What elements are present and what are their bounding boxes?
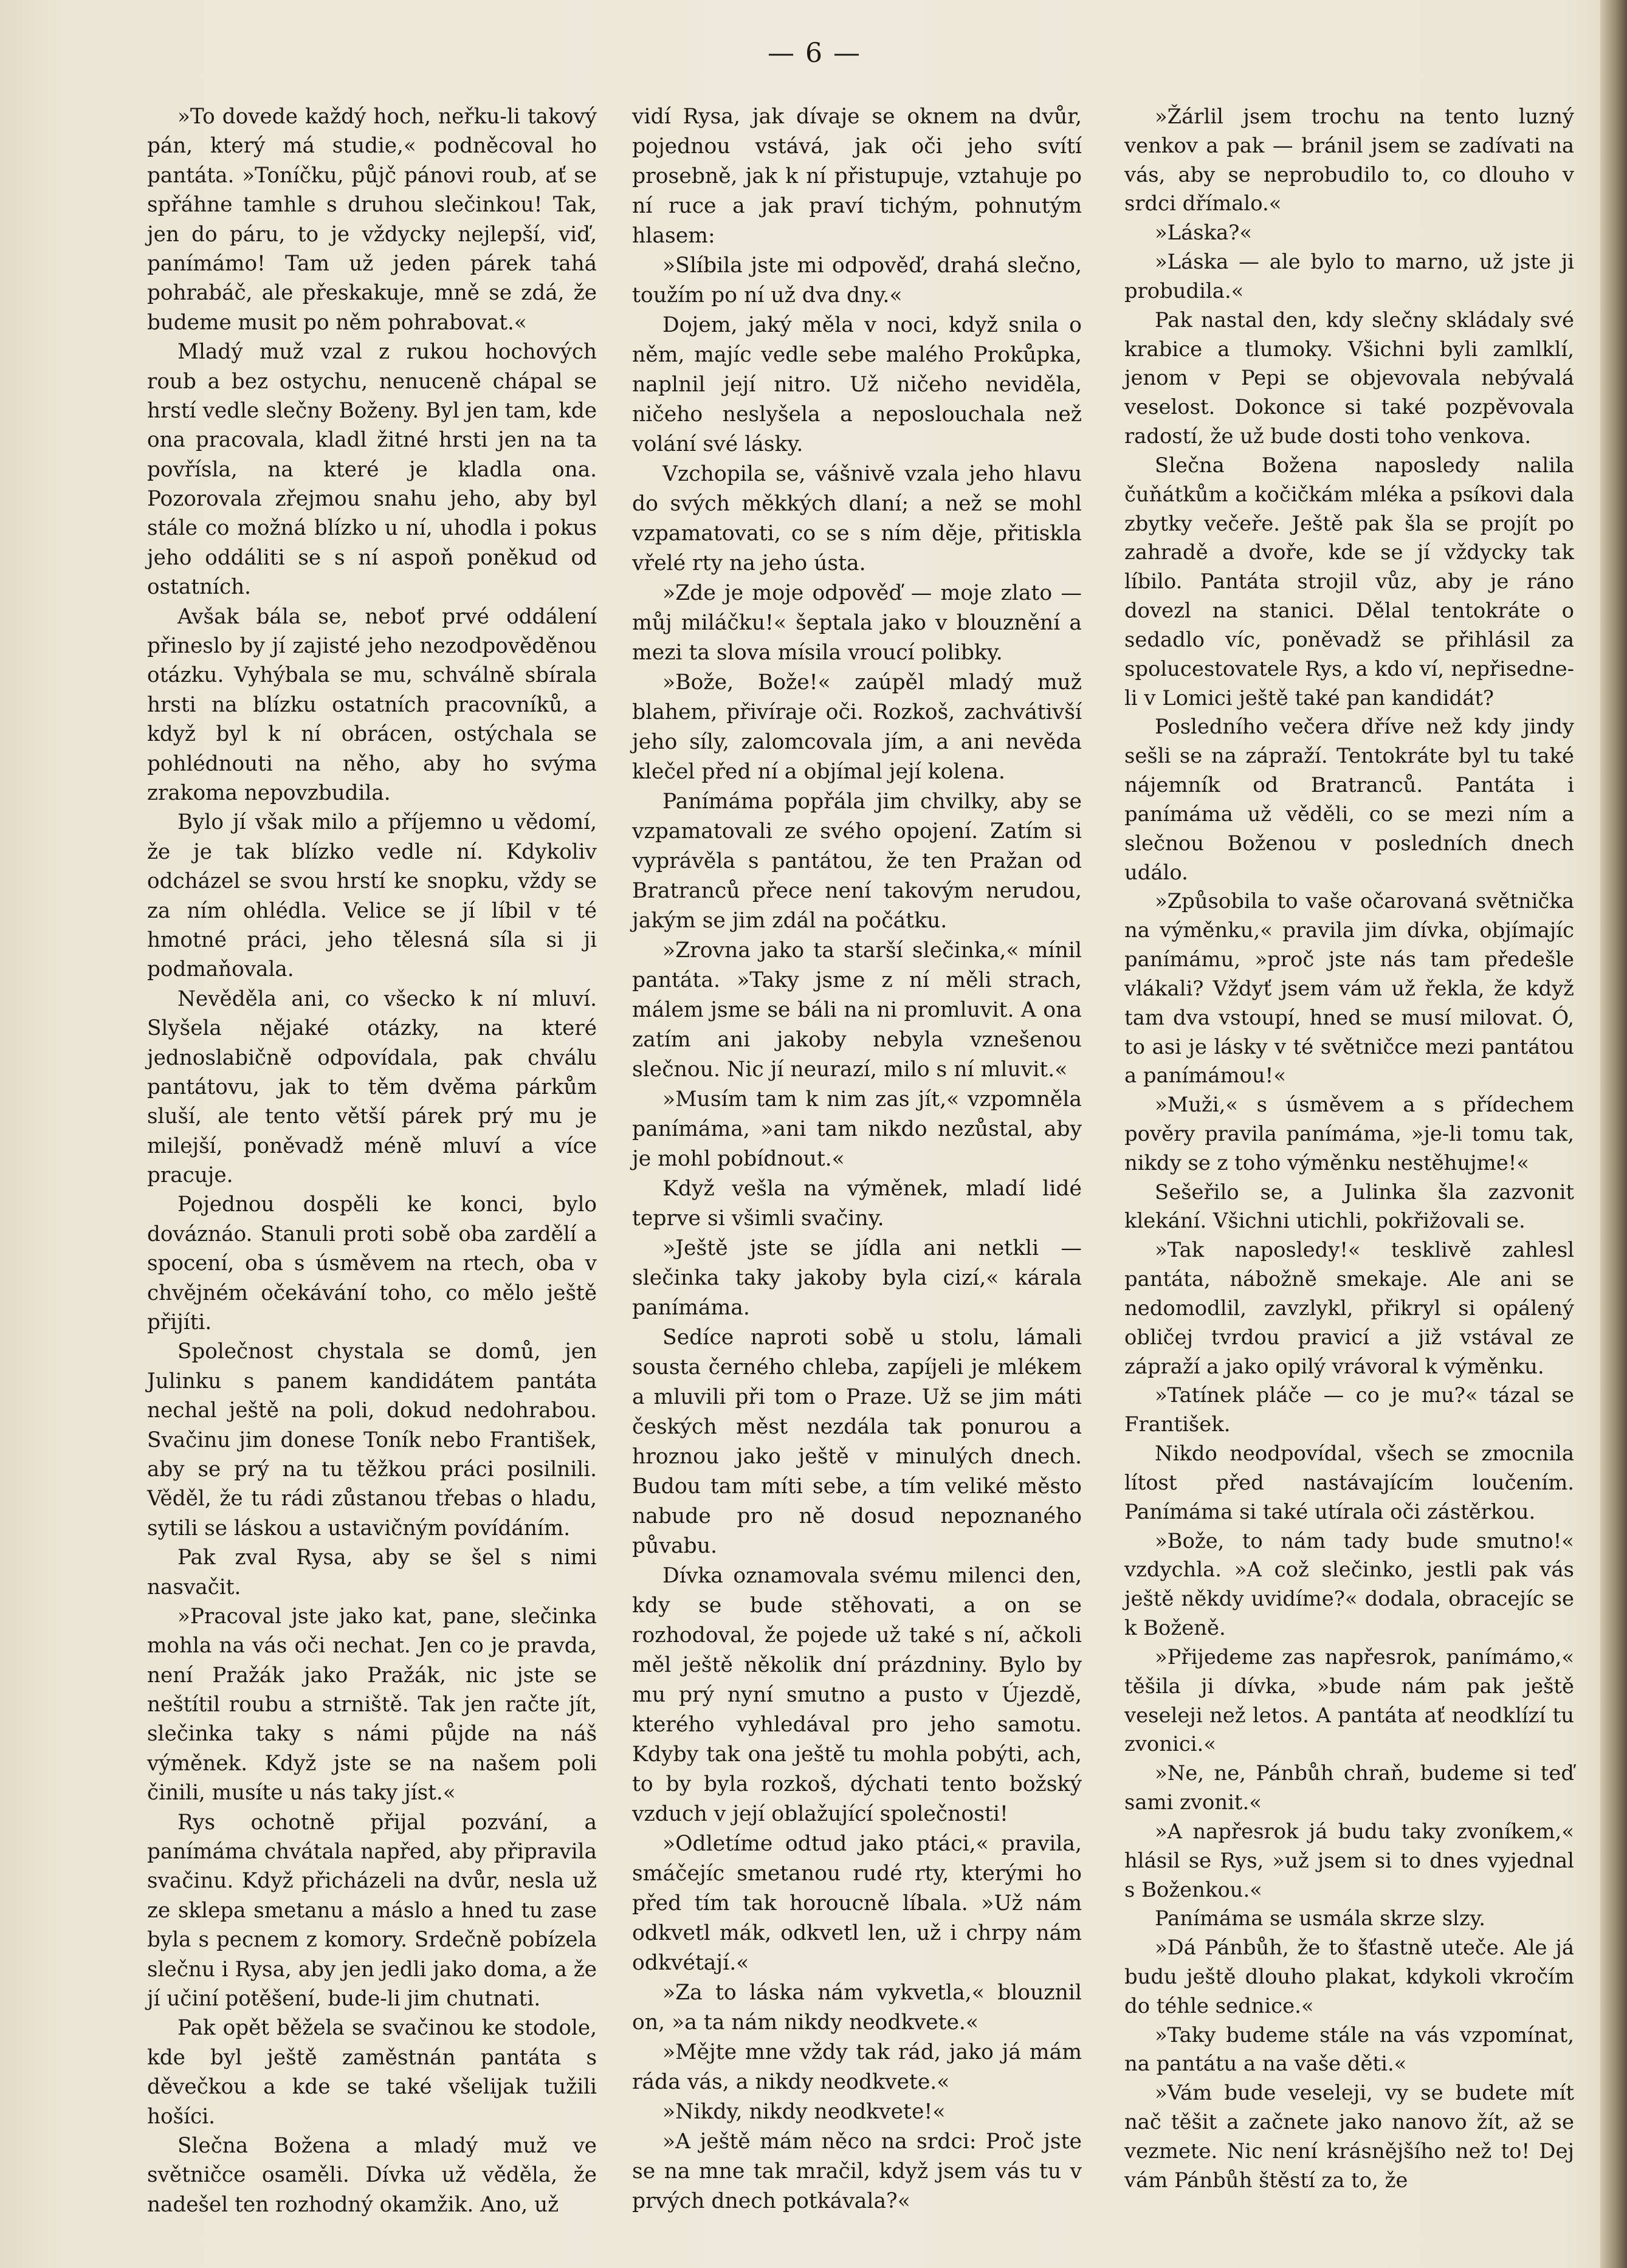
paragraph: »Ještě jste se jídla ani netkli — slečinka taky jakoby byla cizí,« kárala panímáma. <box>632 1236 1082 1320</box>
paragraph: Pojednou dospěli ke konci, bylo dováznáo. Stanuli proti sobě oba zardělí a spocení, oba s úsměvem na rtech, oba v chvějném očekávání toho, co mělo ještě přijíti. <box>147 1192 597 1335</box>
paragraph: Mladý muž vzal z rukou hochových roub a bez ostychu, nenuceně chápal se hrstí vedle slečny Boženy. Byl jen tam, kde ona pracovala, kladl žitné hrsti jen na ta povřísla, na které je kladla ona. Pozorovala zřejmou snahu jeho, aby byl stále co možná blízko u ní, uhodla i pokus jeho oddáliti se s ní aspoň poněkud od ostatních. <box>147 340 597 600</box>
paragraph: Nevěděla ani, co všecko k ní mluví. Slyšela nějaké otázky, na které jednoslabičně odpovídala, pak chválu pantátovu, jak to těm dvěma párkům sluší, ale tento větší párek prý mu je milejší, poněvadž méně mluví a více pracuje. <box>147 986 597 1188</box>
paragraph: »Tatínek pláče — co je mu?« tázal se František. <box>1124 1383 1574 1437</box>
text-column-2 <box>632 102 1082 2216</box>
paragraph: »Tak naposledy!« tesklivě zahlesl pantáta, nábožně smekaje. Ale ani se nedomodlil, zavzlykl, přikryl si opálený obličej tvrdou pravicí a již vstával ze zápraží a jako opilý vrávoral k výměnku. <box>1124 1238 1574 1378</box>
paragraph: Avšak bála se, neboť prvé oddálení přineslo by jí zajisté jeho nezodpověděnou otázku. Vyhýbala se mu, schválně sbírala hrsti na blízku ostatních pracovníků, a když byl k ní obrácen, ostýchala se pohlédnouti na něho, aby ho svýma zrakoma nepovzbudila. <box>147 604 597 805</box>
paragraph: »A napřesrok já budu taky zvoníkem,« hlásil se Rys, »už jsem si to dnes vyjednal s Boženkou.« <box>1124 1819 1574 1902</box>
paragraph: Dívka oznamovala svému milenci den, kdy se bude stěhovati, a on se rozhodoval, že pojede už také s ní, ačkoli měl ještě několik dní prázdniny. Bylo by mu prý nyní smutno a pusto v Újezdě, kterého vyhledával pro jeho samotu. Kdyby tak ona ještě tu mohla pobýti, ach, to by byla rozkoš, dýchati tento božský vzduch v její oblažující společnosti! <box>632 1564 1082 1826</box>
paragraph: »Vám bude veseleji, vy se budete mít nač těšit a začnete jako nanovo žít, až se vezmete. Nic není krásnějšího než to! Dej vám Pánbůh štěstí za to, že <box>1124 2081 1574 2192</box>
paragraph: Panímáma se usmála skrze slzy. <box>1155 1906 1486 1931</box>
paragraph: Slečna Božena a mladý muž ve světničce osaměli. Dívka už věděla, že nadešel ten rozhodný okamžik. Ano, už <box>147 2133 597 2217</box>
paragraph: Nikdo neodpovídal, všech se zmocnila lítost před nastávajícím loučením. Panímáma si také utírala oči zástěrkou. <box>1124 1442 1574 1524</box>
paragraph: »Pracoval jste jako kat, pane, slečinka mohla na vás oči nechat. Jen co je pravda, není Pražák jako Pražák, nic jste se neštítil roubu a strniště. Tak jen račte jít, slečinka taky s námi půjde na náš výměnek. Když jste se na našem poli činili, musíte u nás taky jíst.« <box>147 1604 597 1806</box>
paragraph: »Slíbila jste mi odpověď, drahá slečno, toužím po ní už dva dny.« <box>632 253 1082 308</box>
paragraph: »Dá Pánbůh, že to šťastně uteče. Ale já budu ještě dlouho plakat, kdykoli vkročím do téhle sednice.« <box>1124 1936 1574 2018</box>
text-column-1 <box>147 102 597 2219</box>
paragraph: Rys ochotně přijal pozvání, a panímáma chvátala napřed, aby připravila svačinu. Když přicházeli na dvůr, nesla už ze sklepa smetanu a máslo a hned tu zase byla s pecnem z komory. Srdečně pobízela slečnu i Rysa, aby jen jedli jako doma, a že jí učiní potěšení, bude-li jim chutnati. <box>147 1810 597 2011</box>
paragraph: »Ne, ne, Pánbůh chraň, budeme si teď sami zvonit.« <box>1124 1761 1574 1815</box>
paragraph: »Žárlil jsem trochu na tento luzný venkov a pak — bránil jsem se zadívati na vás, aby se neprobudilo to, co dlouho v srdci dřímalo.« <box>1124 105 1574 216</box>
paragraph: Dojem, jaký měla v noci, když snila o něm, majíc vedle sebe malého Prokůpka, naplnil její nitro. Už ničeho neviděla, ničeho neslyšela a neposlouchala než volání své lásky. <box>632 313 1082 456</box>
text-column-3 <box>1124 102 1574 2195</box>
paragraph: Posledního večera dříve než kdy jindy sešli se na zápraží. Tentokráte byl tu také nájemník od Bratranců. Pantáta i panímáma už věděli, co se mezi ním a slečnou Boženou v posledních dnech událo. <box>1124 715 1574 884</box>
paragraph: Společnost chystala se domů, jen Julinku s panem kandidátem pantáta nechal ještě na poli, dokud nedohrabou. Svačinu jim donese Toník nebo František, aby se prý na tu těžkou práci posilnili. Věděl, že tu rádi zůstanou třebas o hladu, sytili se láskou a ustavičným povídáním. <box>147 1339 597 1541</box>
paragraph: »A ještě mám něco na srdci: Proč jste se na mne tak mračil, když jsem vás tu v prvých dnech potkávala?« <box>632 2129 1082 2213</box>
paragraph: Pak nastal den, kdy slečny skládaly své krabice a tlumoky. Všichni byli zamlklí, jenom v Pepi se objevovala nebývalá veselost. Dokonce si také pozpěvovala radostí, že už bude dosti toho venkova. <box>1124 308 1574 448</box>
paragraph: »Mějte mne vždy tak rád, jako já mám ráda vás, a nikdy neodkvete.« <box>632 2040 1082 2094</box>
paragraph: »Bože, Bože!« zaúpěl mladý muž blahem, přivíraje oči. Rozkoš, zachvátivší jeho síly, zalomcovala jím, a ani nevěda klečel před ní a objímal její kolena. <box>632 670 1082 784</box>
paragraph: Sešeřilo se, a Julinka šla zazvonit klekání. Všichni utichli, pokřižovali se. <box>1124 1180 1574 1233</box>
paragraph: »Způsobila to vaše očarovaná světnička na výměnku,« pravila jim dívka, objímajíc panímámu, »proč jste nás tam předešle vlákali? Vždyť jsem vám už řekla, že když tam dva vstoupí, hned se musí milovat. Ó, to asi je lásky v té světničce mezi pantátou a panímámou!« <box>1124 889 1574 1088</box>
paragraph: »Taky budeme stále na vás vzpomínat, na pantátu a na vaše děti.« <box>1124 2022 1574 2076</box>
paragraph: »Láska — ale bylo to marno, už jste ji probudila.« <box>1124 250 1574 303</box>
paragraph: »To dovede každý hoch, neřku-li takový pán, který má studie,« podněcoval ho pantáta. »Toníčku, půjč pánovi roub, ať se spřáhne tamhle s druhou slečinkou! Tak, jen do páru, to je vždycky nejlepší, viď, panímámo! Tam už jeden párek tahá pohrabáč, ale přeskakuje, mně se zdá, že budeme musit po něm pohrabovat.« <box>147 105 597 335</box>
paragraph: »Láska?« <box>1155 221 1253 245</box>
paragraph: Vzchopila se, vášnivě vzala jeho hlavu do svých měkkých dlaní; a než se mohl vzpamatovati, co se s ním děje, přitiskla vřelé rty na jeho ústa. <box>632 462 1082 576</box>
page-edge <box>1600 0 1627 2268</box>
paragraph: »Zrovna jako ta starší slečinka,« mínil pantáta. »Taky jsme z ní měli strach, málem jsme se báli na ni promluvit. A ona zatím ani jakoby nebyla vznešenou slečnou. Nic jí neurazí, milo s ní mluvit.« <box>632 938 1082 1082</box>
paragraph: Sedíce naproti sobě u stolu, lámali sousta černého chleba, zapíjeli je mlékem a mluvili při tom o Praze. Už se jim máti českých měst nezdála tak ponurou a hroznou jako ještě v minulých dnech. Budou tam míti sebe, a tím veliké město nabude pro ně dosud nepoznaného půvabu. <box>632 1325 1082 1558</box>
paragraph: »Přijedeme zas napřesrok, panímámo,« těšila ji dívka, »bude nám pak ještě veseleji než letos. A pantáta ať neodklízí tu zvonici.« <box>1124 1644 1574 1756</box>
paragraph: Pak opět běžela se svačinou ke stodole, kde byl ještě zaměstnán pantáta s děvečkou a kde se také všelijak tužili hošíci. <box>147 2016 597 2129</box>
paragraph: Když vešla na výměnek, mladí lidé teprve si všimli svačiny. <box>632 1177 1082 1231</box>
paragraph: »Odletíme odtud jako ptáci,« pravila, smáčejíc smetanou rudé rty, kterými ho před tím tak horoucně líbala. »Už nám odkvetl mák, odkvetl len, už i chrpy nám odkvétají.« <box>632 1832 1082 1975</box>
paragraph: Pak zval Rysa, aby se šel s nimi nasvačit. <box>147 1545 597 1600</box>
paragraph: Panímáma popřála jim chvilky, aby se vzpamatovali ze svého opojení. Zatím si vyprávěla s pantátou, že ten Pražan od Bratranců přece není takovým nerudou, jakým se jim zdál na počátku. <box>632 789 1082 933</box>
page-number: — 6 — <box>768 38 861 69</box>
paragraph: vidí Rysa, jak dívaje se oknem na dvůr, pojednou vstává, jak oči jeho svítí prosebně, jak k ní přistupuje, vztahuje po ní ruce a jak praví tichým, pohnutým hlasem: <box>632 105 1082 248</box>
paragraph: »Zde je moje odpověď — moje zlato — můj miláčku!« šeptala jako v blouznění a mezi ta slova mísila vroucí polibky. <box>632 581 1082 665</box>
paragraph: »Nikdy, nikdy neodkvete!« <box>662 2100 946 2124</box>
paragraph: Bylo jí však milo a příjemno u vědomí, že je tak blízko vedle ní. Kdykoliv odcházel se svou hrstí ke snopku, vždy se za ním ohlédla. Velice se jí líbil v té hmotné práci, jeho tělesná síla si ji podmaňovala. <box>147 810 597 982</box>
paragraph: »Musím tam k nim zas jít,« vzpomněla panímáma, »ani tam nikdo nezůstal, aby je mohl pobídnout.« <box>632 1087 1082 1171</box>
paragraph: »Za to láska nám vykvetla,« blouznil on, »a ta nám nikdy neodkvete.« <box>632 1981 1082 2035</box>
paragraph: »Bože, to nám tady bude smutno!« vzdychla. »A což slečinko, jestli pak vás ještě někdy uvidíme?« dodala, obracejíc se k Boženě. <box>1124 1528 1574 1640</box>
paragraph: »Muži,« s úsměvem a s přídechem pověry pravila panímáma, »je-li tomu tak, nikdy se z toho výměnku nestěhujme!« <box>1124 1093 1574 1175</box>
paragraph: Slečna Božena naposledy nalila čuňátkům a kočičkám mléka a psíkovi dala zbytky večeře. Ještě pak šla se projít po zahradě a dvoře, kde se jí vždycky tak líbilo. Pantáta strojil vůz, aby je ráno dovezl na stanici. Dělal tentokráte o sedadlo víc, poněvadž se přihlásil za spolucestovatele Rys, a kdo ví, nepřisedne-li v Lomici ještě také pan kandidát? <box>1124 453 1574 710</box>
